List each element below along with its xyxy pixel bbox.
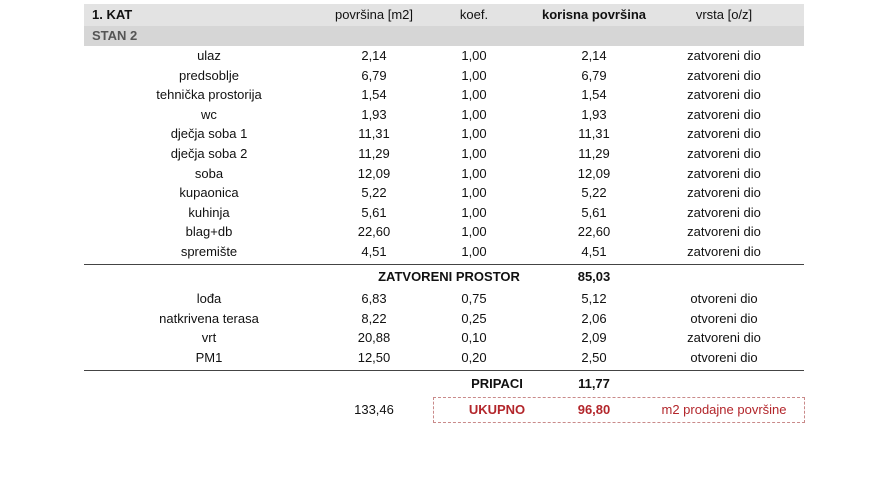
table-row	[84, 105, 804, 124]
pripaci-value: 11,77	[578, 376, 610, 391]
pripaci-label: PRIPACI	[471, 376, 523, 391]
ukupno-label: UKUPNO	[468, 402, 526, 417]
area-cell: 22,60	[357, 224, 391, 240]
table-row	[84, 242, 804, 261]
table-row	[84, 144, 804, 163]
room-name: blag+db	[185, 224, 233, 240]
vrsta-cell: otvoreni dio	[690, 291, 758, 306]
korisna-cell: 1,54	[581, 87, 607, 103]
area-cell: 2,14	[361, 48, 387, 63]
koef-cell: 1,00	[461, 87, 487, 103]
table-row	[84, 183, 804, 202]
area-cell: 6,83	[361, 291, 387, 306]
room-name: ulaz	[197, 48, 221, 63]
area-cell: 20,88	[357, 330, 391, 346]
vrsta-cell: zatvoreni dio	[687, 48, 761, 63]
table-row	[84, 46, 804, 65]
korisna-cell: 2,14	[581, 48, 607, 63]
room-name: tehnička prostorija	[156, 87, 262, 103]
area-cell: 5,22	[361, 185, 387, 201]
koef-cell: 1,00	[461, 146, 487, 161]
vrsta-cell: zatvoreni dio	[687, 126, 761, 142]
divider	[84, 264, 804, 265]
koef-cell: 0,25	[461, 310, 487, 326]
koef-cell: 1,00	[461, 165, 487, 181]
room-name: dječja soba 2	[170, 146, 248, 161]
room-name: PM1	[195, 349, 223, 365]
area-cell: 1,54	[361, 87, 387, 103]
vrsta-cell: zatvoreni dio	[687, 146, 761, 161]
koef-cell: 1,00	[461, 204, 487, 220]
table-row	[84, 164, 804, 183]
room-name: predsoblje	[179, 67, 239, 83]
koef-cell: 0,10	[461, 330, 487, 346]
vrsta-cell: zatvoreni dio	[687, 165, 761, 181]
area-cell: 12,50	[357, 349, 391, 365]
ukupno-note: m2 prodajne površine	[661, 402, 787, 417]
table-row	[84, 309, 804, 328]
col-area-header: površina [m2]	[334, 7, 414, 22]
area-cell: 4,51	[361, 244, 387, 259]
koef-cell: 0,20	[461, 349, 487, 365]
table-row	[84, 66, 804, 85]
korisna-cell: 2,50	[581, 349, 607, 365]
korisna-cell: 5,61	[581, 204, 607, 220]
pripaci-row	[84, 374, 804, 393]
room-name: kuhinja	[188, 204, 230, 220]
table-row	[84, 222, 804, 241]
total-area-value: 133,46	[354, 402, 394, 417]
room-name: vrt	[201, 330, 217, 346]
room-name: dječja soba 1	[170, 126, 248, 142]
korisna-cell: 12,09	[577, 165, 611, 181]
korisna-cell: 4,51	[581, 244, 607, 259]
col-korisna-header: korisna površina	[541, 7, 647, 22]
vrsta-cell: zatvoreni dio	[687, 330, 761, 346]
vrsta-cell: zatvoreni dio	[687, 67, 761, 83]
room-name: wc	[201, 106, 217, 122]
koef-cell: 1,00	[461, 126, 487, 142]
area-cell: 8,22	[361, 310, 387, 326]
closed-total-value: 85,03	[577, 269, 611, 284]
room-name: kupaonica	[179, 185, 239, 201]
vrsta-cell: zatvoreni dio	[687, 87, 761, 103]
ukupno-value: 96,80	[577, 402, 611, 417]
table-row	[84, 289, 804, 308]
ukupno-row	[84, 400, 804, 419]
area-cell: 5,61	[361, 204, 387, 220]
room-name: lođa	[196, 291, 222, 306]
room-name: natkrivena terasa	[159, 310, 259, 326]
korisna-cell: 5,12	[581, 291, 607, 306]
room-name: spremište	[180, 244, 238, 259]
vrsta-cell: zatvoreni dio	[687, 185, 761, 201]
korisna-cell: 2,09	[581, 330, 607, 346]
koef-cell: 1,00	[461, 185, 487, 201]
closed-total-row	[84, 267, 804, 286]
koef-cell: 1,00	[461, 48, 487, 63]
vrsta-cell: otvoreni dio	[690, 310, 758, 326]
area-cell: 6,79	[361, 67, 387, 83]
room-name: soba	[194, 165, 224, 181]
koef-cell: 1,00	[461, 244, 487, 259]
vrsta-cell: zatvoreni dio	[687, 204, 761, 220]
table-row	[84, 124, 804, 143]
korisna-cell: 2,06	[581, 310, 607, 326]
koef-cell: 0,75	[461, 291, 487, 306]
koef-cell: 1,00	[461, 106, 487, 122]
koef-cell: 1,00	[461, 67, 487, 83]
table-row	[84, 328, 804, 347]
vrsta-cell: otvoreni dio	[690, 349, 758, 365]
table-row	[84, 348, 804, 367]
korisna-cell: 22,60	[577, 224, 611, 240]
col-koef-header: koef.	[459, 7, 489, 22]
section-band	[84, 26, 804, 46]
korisna-cell: 5,22	[581, 185, 607, 201]
table-row	[84, 85, 804, 104]
col-vrsta-header: vrsta [o/z]	[695, 7, 753, 22]
vrsta-cell: zatvoreni dio	[687, 244, 761, 259]
section-label: STAN 2	[92, 28, 138, 43]
korisna-cell: 11,31	[578, 126, 610, 142]
korisna-cell: 1,93	[581, 106, 607, 122]
koef-cell: 1,00	[461, 224, 487, 240]
area-cell: 11,29	[358, 146, 390, 161]
closed-total-label: ZATVORENI PROSTOR	[378, 269, 520, 284]
divider	[84, 370, 804, 371]
korisna-cell: 6,79	[581, 67, 607, 83]
table-row	[84, 203, 804, 222]
floor-title: 1. KAT	[92, 7, 133, 22]
vrsta-cell: zatvoreni dio	[687, 106, 761, 122]
table-header	[84, 4, 804, 26]
korisna-cell: 11,29	[578, 146, 610, 161]
area-cell: 12,09	[357, 165, 391, 181]
area-cell: 11,31	[358, 126, 390, 142]
area-cell: 1,93	[361, 106, 387, 122]
vrsta-cell: zatvoreni dio	[687, 224, 761, 240]
